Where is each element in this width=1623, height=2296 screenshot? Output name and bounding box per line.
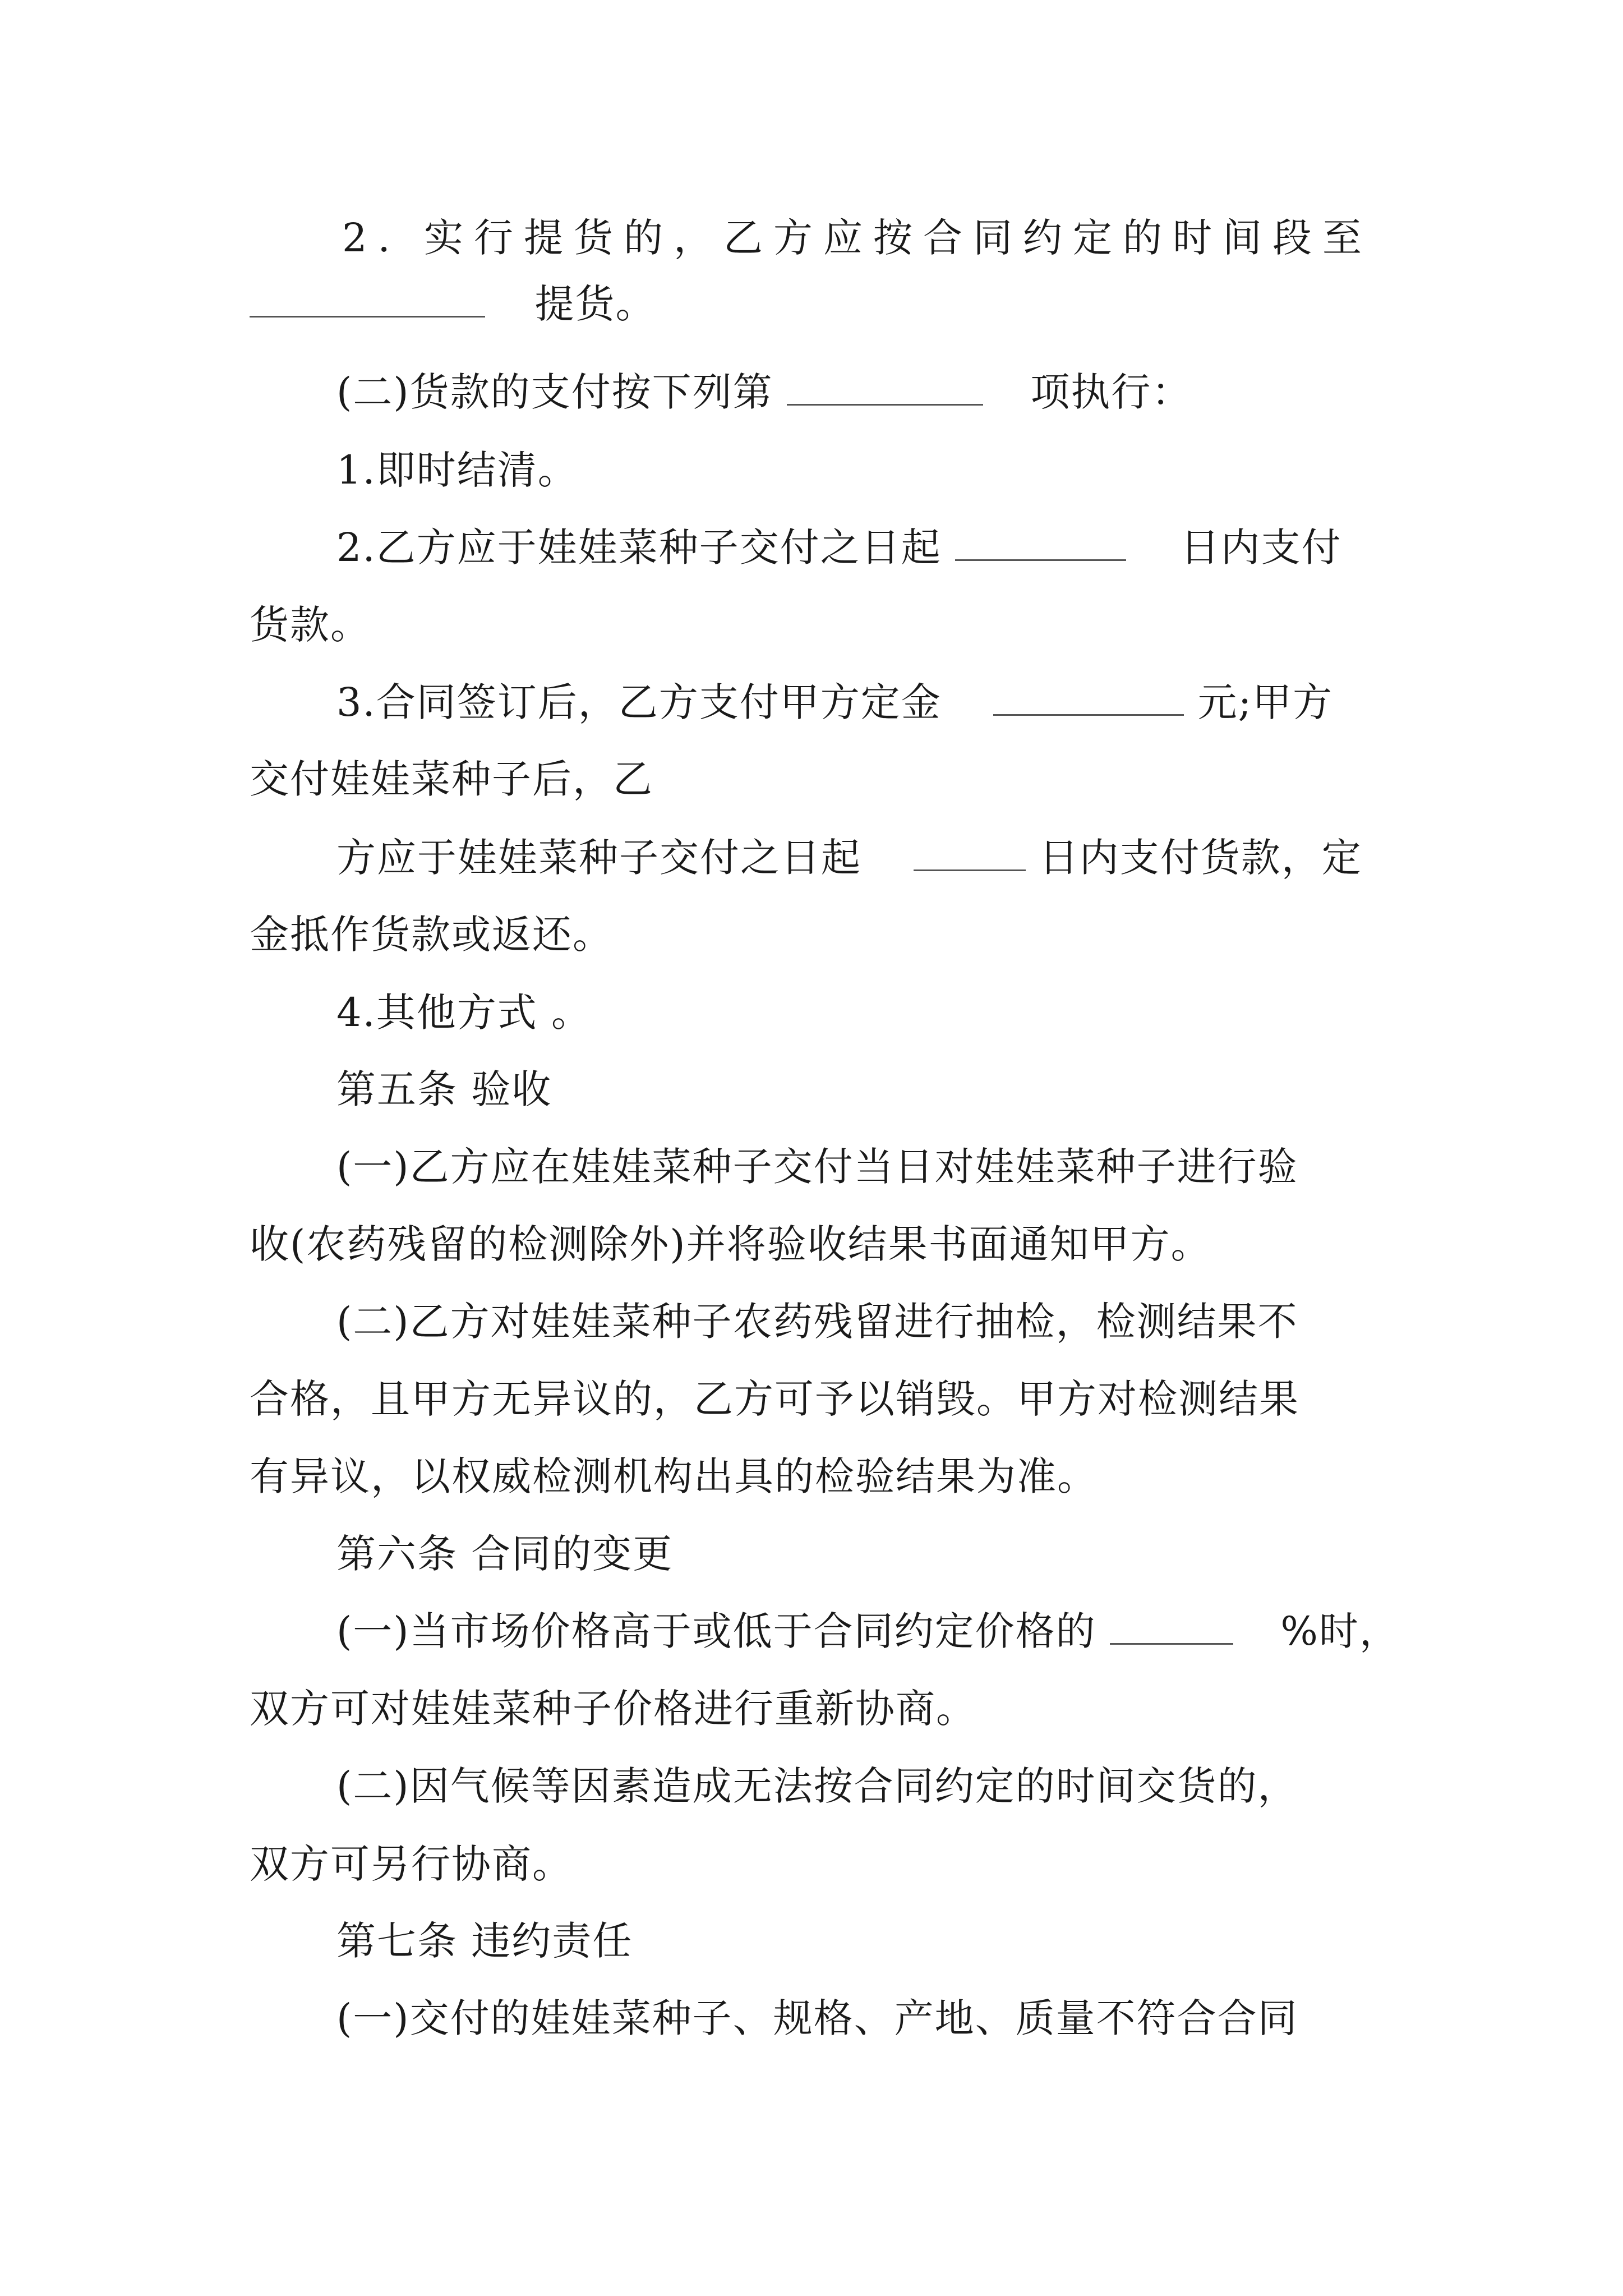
paragraph-line: 2.乙方应于娃娃菜种子交付之日起 日内支付 <box>336 524 1342 570</box>
paragraph-line: 3.合同签订后，乙方支付甲方定金 元;甲方 <box>336 679 1334 725</box>
section-heading: 第七条 违约责任 <box>336 1918 633 1964</box>
paragraph-line: (一)乙方应在娃娃菜种子交付当日对娃娃菜种子进行验 <box>336 1144 1298 1190</box>
section-heading: 第六条 合同的变更 <box>336 1531 674 1577</box>
fill-in-blank[interactable] <box>955 524 1126 561</box>
paragraph-line: 双方可对娃娃菜种子价格进行重新协商。 <box>250 1686 976 1732</box>
paragraph-line: 合格，且甲方无异议的，乙方可予以销毁。甲方对检测结果 <box>250 1376 1299 1422</box>
paragraph-line: 货款。 <box>250 602 371 648</box>
paragraph-line: 收(农药残留的检测除外)并将验收结果书面通知甲方。 <box>250 1221 1211 1267</box>
paragraph-line: 4.其他方式 。 <box>336 990 592 1036</box>
paragraph-line: 交付娃娃菜种子后，乙 <box>250 756 653 802</box>
section-heading: 第五条 验收 <box>336 1066 552 1112</box>
paragraph-line: 2. 实行提货的，乙方应按合同约定的时间段至 <box>342 215 1373 261</box>
paragraph-line: 提货。 <box>250 280 1391 328</box>
paragraph-line: 1.即时结清。 <box>336 447 578 493</box>
paragraph-line: (二)货款的支付按下列第 项执行： <box>336 369 1192 415</box>
paragraph-line: (二)因气候等因素造成无法按合同约定的时间交货的， <box>336 1763 1298 1809</box>
fill-in-blank[interactable] <box>914 835 1026 871</box>
paragraph-line: 金抵作货款或返还。 <box>250 912 613 958</box>
fill-in-blank[interactable] <box>787 369 983 406</box>
fill-in-blank[interactable] <box>993 679 1184 716</box>
paragraph-line: 有异议，以权威检测机构出具的检验结果为准。 <box>250 1453 1098 1499</box>
paragraph-line: 双方可另行协商。 <box>250 1841 573 1887</box>
fill-in-blank[interactable] <box>250 281 485 318</box>
paragraph-line: (二)乙方对娃娃菜种子农药残留进行抽检，检测结果不 <box>336 1299 1298 1345</box>
fill-in-blank[interactable] <box>1110 1608 1233 1645</box>
paragraph-line: (一)当市场价格高于或低于合同约定价格的 %时， <box>336 1608 1400 1654</box>
paragraph-line: 方应于娃娃菜种子交付之日起 日内支付货款，定 <box>336 835 1362 881</box>
paragraph-line: (一)交付的娃娃菜种子、规格、产地、质量不符合合同 <box>336 1995 1298 2041</box>
